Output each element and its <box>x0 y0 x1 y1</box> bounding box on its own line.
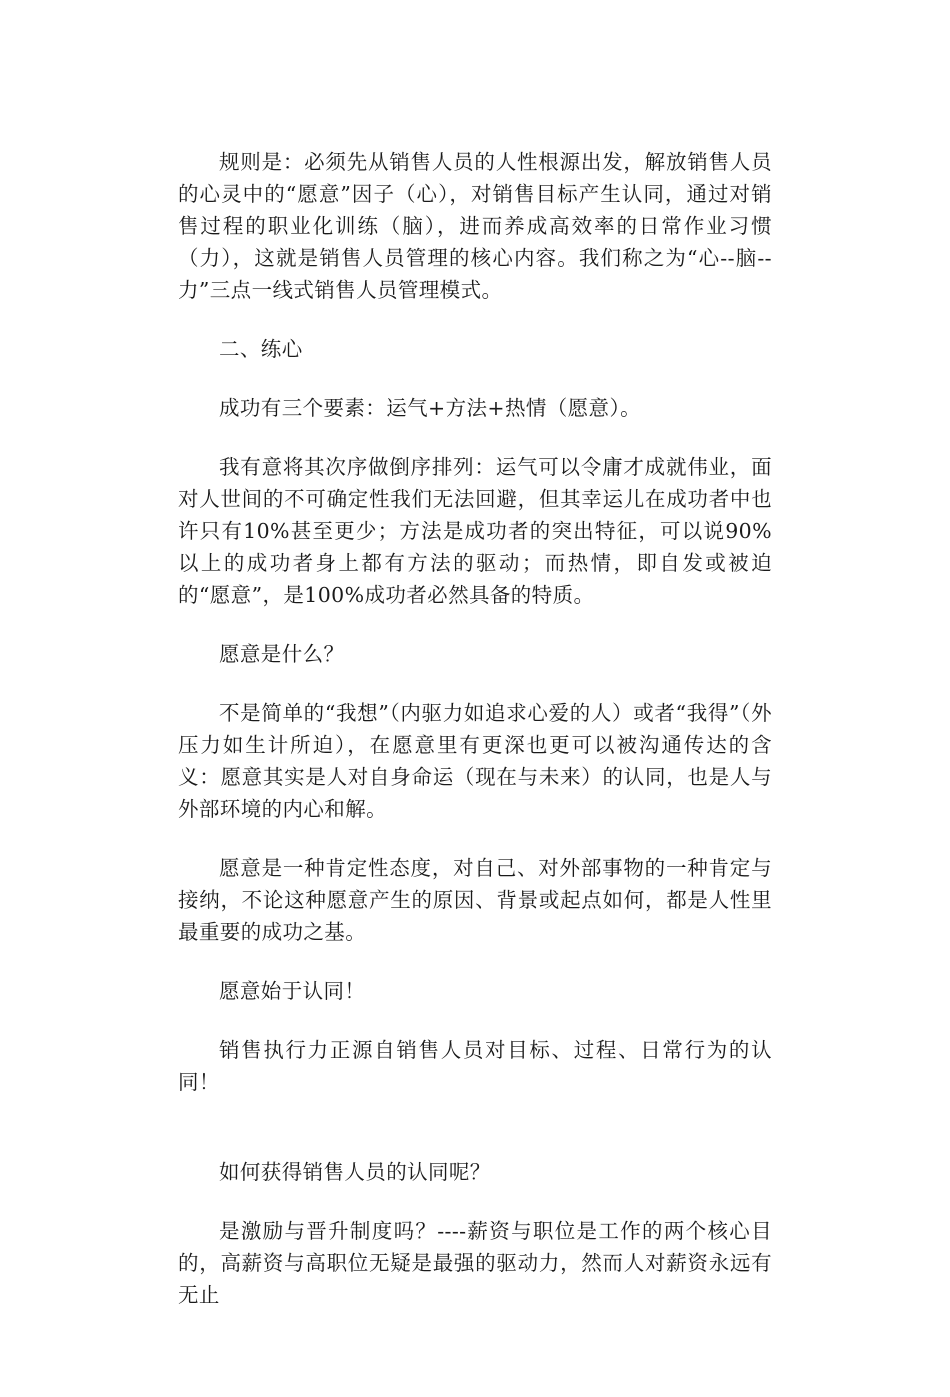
paragraph-incentive-promotion: 是激励与晋升制度吗？----薪资与职位是工作的两个核心目的，高薪资与高职位无疑是最强的驱动力，然而人对薪资永远有无止 <box>178 1219 772 1307</box>
paragraph-reverse-order: 我有意将其次序做倒序排列：运气可以令庸才成就伟业，面对人世间的不可确定性我们无法回避，但其幸运儿在成功者中也许只有10%甚至更少；方法是成功者的突出特征，可以说90%以上的成功者身上都有方法的驱动；而热情，即自发或被迫的“愿意”，是100%成功者必然具备的特质。 <box>178 455 772 607</box>
paragraph-positive-attitude: 愿意是一种肯定性态度，对自己、对外部事物的一种肯定与接纳，不论这种愿意产生的原因、背景或起点如何，都是人性里最重要的成功之基。 <box>178 856 772 944</box>
paragraph-what-is-willingness: 愿意是什么？ <box>219 642 345 666</box>
section-heading-heart-training: 二、练心 <box>219 337 303 361</box>
paragraph-not-simple-want: 不是简单的“我想”（内驱力如追求心爱的人）或者“我得”（外压力如生计所迫），在愿意里有更深也更可以被沟通传达的含义：愿意其实是人对自身命运（现在与未来）的认同，也是人与外部环境的内心和解。 <box>178 701 772 821</box>
paragraph-success-elements: 成功有三个要素：运气+方法+热情（愿意）。 <box>219 396 642 420</box>
paragraph-execution-source: 销售执行力正源自销售人员对目标、过程、日常行为的认同！ <box>178 1038 772 1094</box>
document-body <box>178 146 772 1338</box>
paragraph-rules: 规则是：必须先从销售人员的人性根源出发，解放销售人员的心灵中的“愿意”因子（心），对销售目标产生认同，通过对销售过程的职业化训练（脑），进而养成高效率的日常作业习惯（力），这就是销售人员管理的核心内容。我们称之为“心--脑--力”三点一线式销售人员管理模式。 <box>178 150 772 302</box>
paragraph-how-to-gain-recognition: 如何获得销售人员的认同呢？ <box>219 1160 491 1184</box>
paragraph-begins-with-recognition: 愿意始于认同！ <box>219 979 366 1003</box>
